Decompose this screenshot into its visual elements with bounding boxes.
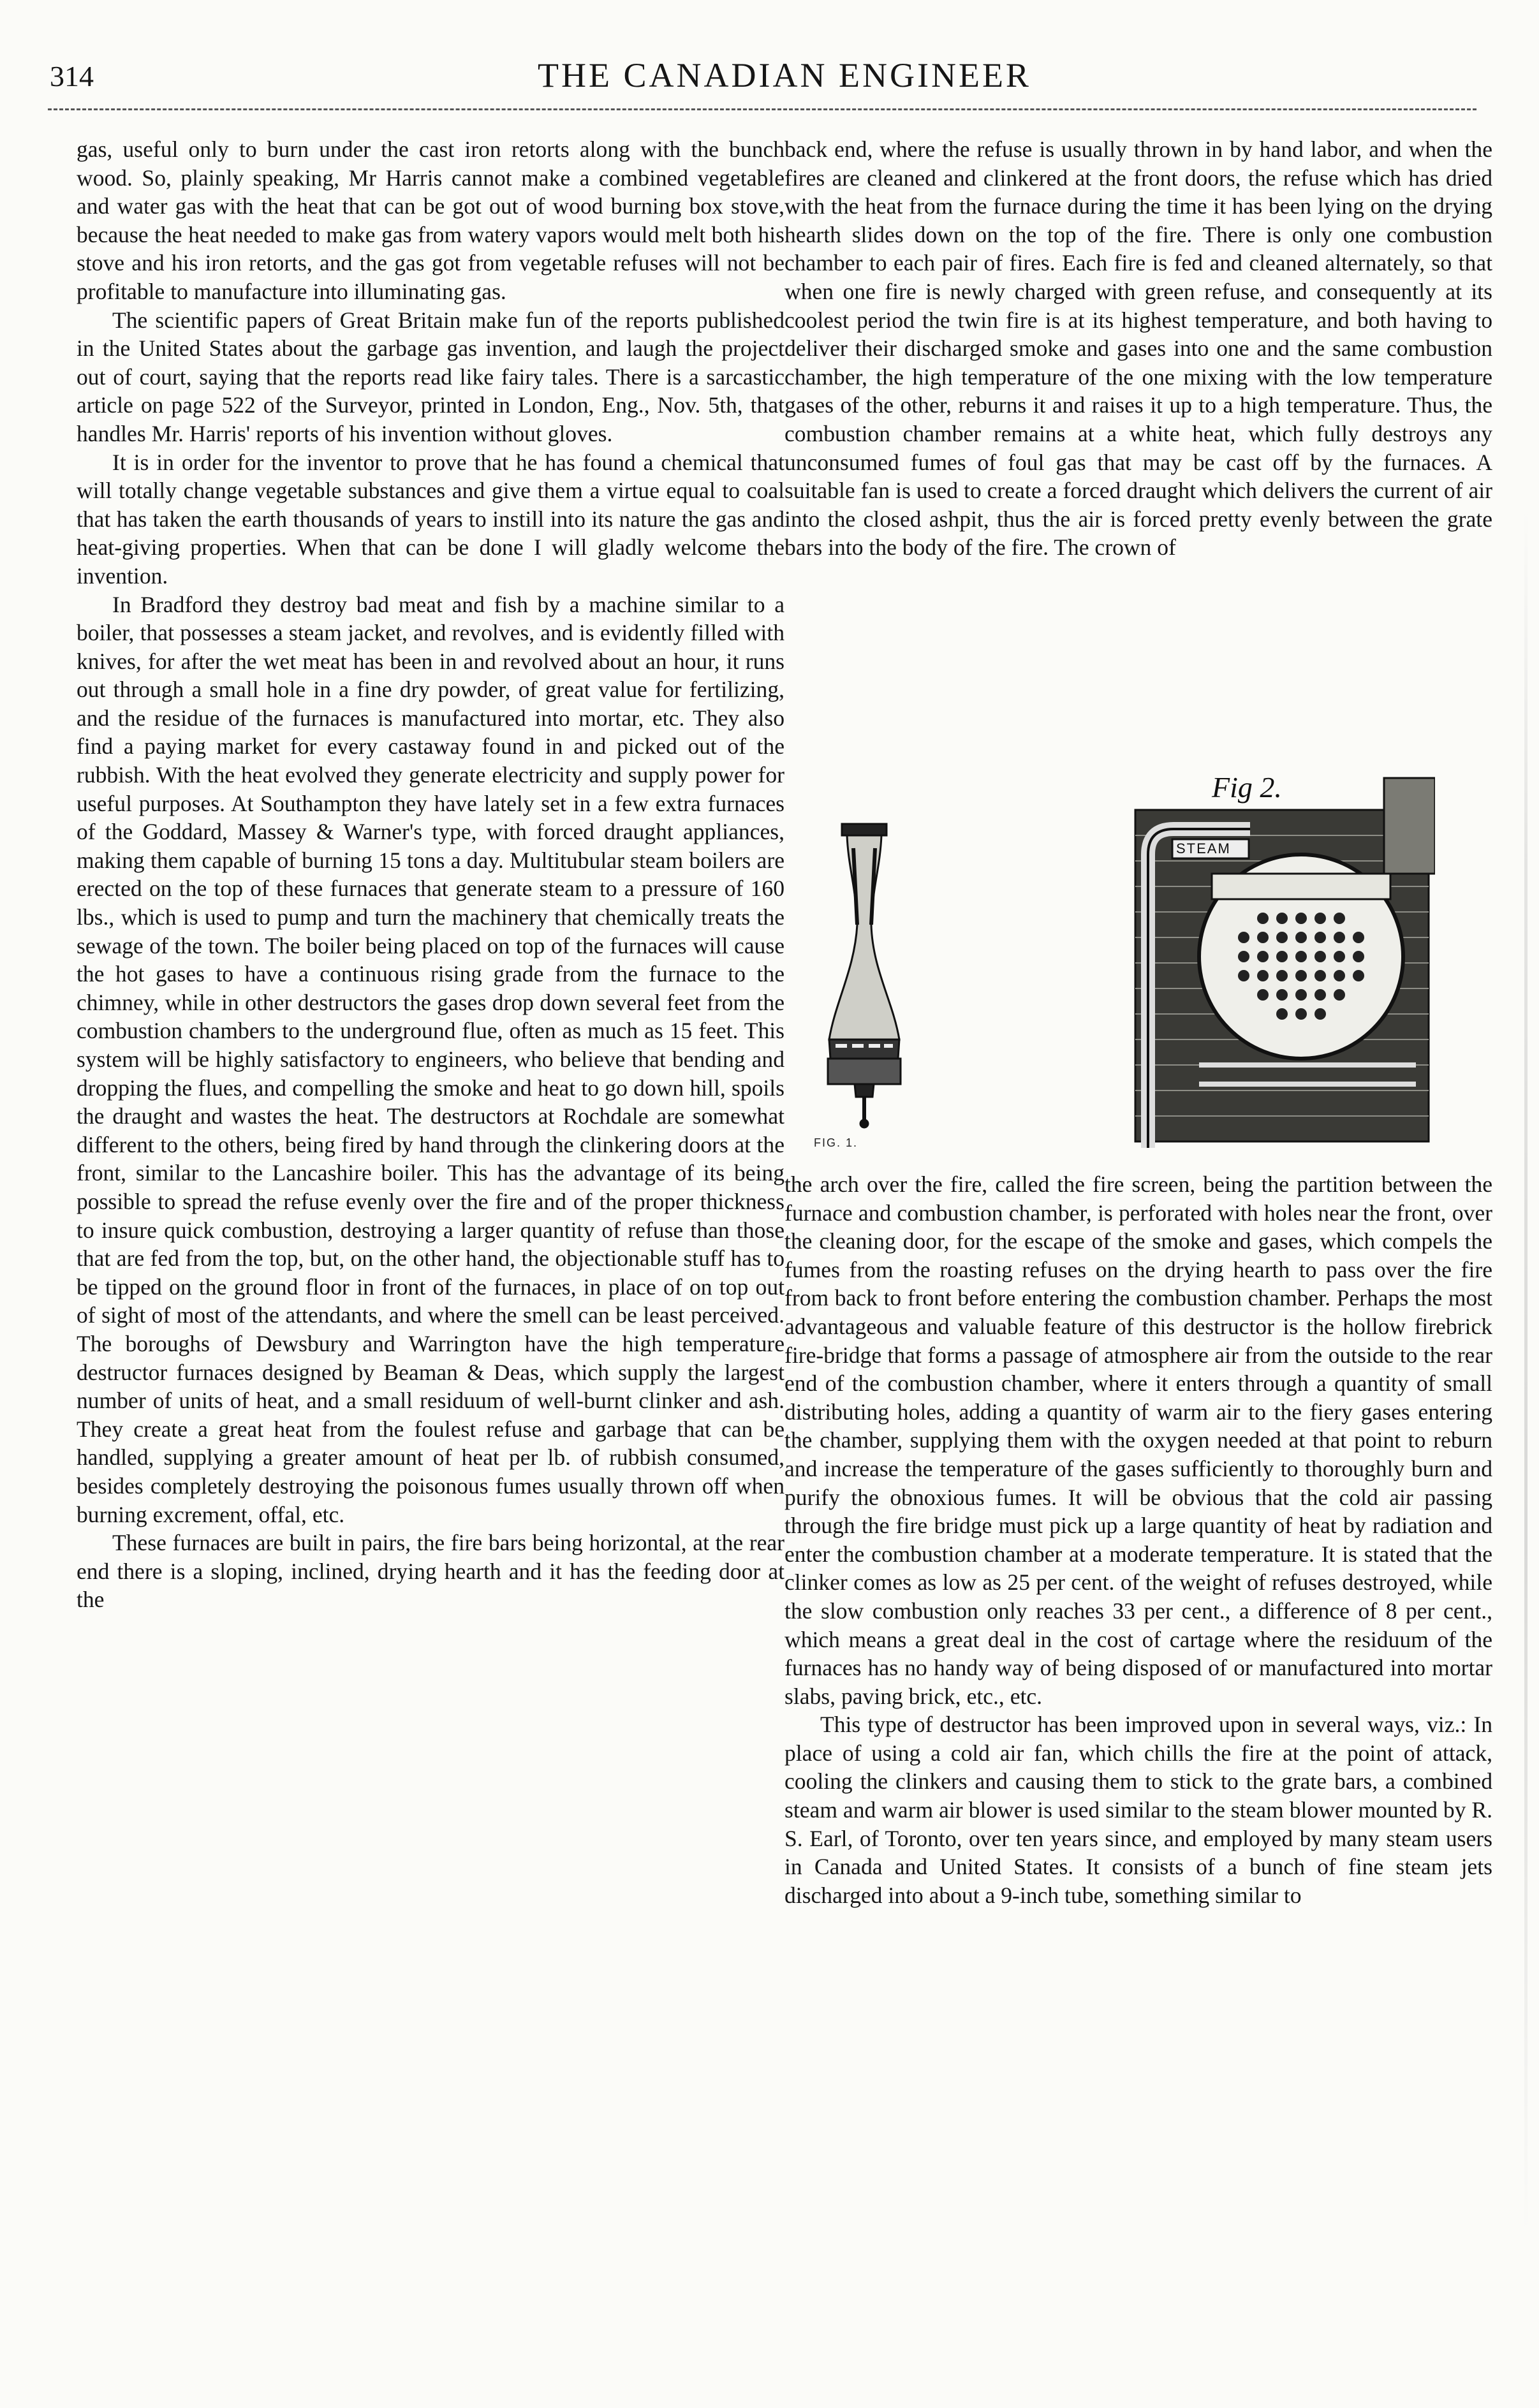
page-number: 314 bbox=[50, 60, 94, 92]
paragraph: The scientific papers of Great Britain make fun of the reports published in the United States about the garbage gas invention, and laugh the project out of court, saying that the reports read like fairy tales. There is a sarcastic article on page 522 of the Surveyor, printed in London, Eng., Nov. 5th, that handles Mr. Harris' reports of his invention without gloves. bbox=[77, 307, 784, 446]
header-rule bbox=[48, 108, 1476, 113]
scan-edge-shadow bbox=[1524, 510, 1528, 2232]
fig2-boiler-drawing bbox=[1135, 778, 1435, 1148]
paragraph: gas, useful only to burn under the cast iron retorts along with the bunch wood. So, plainly speaking, Mr Harris cannot make a combined vegetable and water gas with the heat that can be got out of wood burning box stove, because the heat needed to make gas from watery vapors would melt both his stove and his iron retorts, and the gas got from vegetable refuses will not be profitable to manufacture into illuminating gas. bbox=[77, 136, 784, 304]
paragraph: It is in order for the inventor to prove that he has found a chemical that will totally change vegetable substances and give them a virtue equal to coal that has taken the earth thousands of years to instill into its nature the gas and heat-giving properties. When that can be done I will gladly welcome the invention. bbox=[77, 449, 784, 589]
left-column bbox=[77, 135, 784, 1614]
paragraph: the arch over the fire, called the fire screen, being the partition between the furnace and combustion chamber, is perforated with holes near the front, over the cleaning door, for the escape of the smoke and gases, which compels the fumes from the roasting refuses on the drying hearth to pass over the fire from back to front before entering the combustion chamber. Perhaps the most advantageous and valuable feature of this destructor is the hollow firebrick fire-bridge that forms a passage of atmosphere air from the outside to the rear end of the combustion chamber, where it enters through a quantity of small distributing holes, adding a quantity of warm air to the fiery gases entering the chamber, supplying them with the oxygen needed at that point to reburn and increase the temperature of the gases sufficiently to thoroughly burn and purify the obnoxious fumes. It will be obvious that the cold air passing through the fire bridge must pick up a large quantity of heat by radiation and enter the combustion chamber at a moderate temperature. It is stated that the clinker comes as low as 25 per cent. of the weight of refuses destroyed, while the slow combustion only reaches 33 per cent., a difference of 8 per cent., which means a great deal in the cost of cartage where the residuum of the furnaces has no handy way of being disposed of or manufactured into mortar slabs, paving brick, etc., etc. bbox=[784, 1171, 1492, 1709]
paragraph: back end, where the refuse is usually thrown in by hand labor, and when the fires are cleaned and clinkered at the front doors, the refuse which has dried with the heat from the furnace during the time it has been lying on the drying hearth slides down on the top of the fire. There is only one combustion chamber to each pair of fires. Each fire is fed and cleaned alternately, so that when one fire is newly charged with green refuse, and consequently at its coolest period the twin fire is at its highest temperature, and both having to deliver their discharged smoke and gases into one and the same combustion chamber, the high temperature of the one mixing with the low temperature gases of the other, reburns it and raises it up to a high temperature. Thus, the combustion chamber remains at a white heat, which fully destroys any unconsumed fumes of foul gas that may be cast off by the furnaces. A suitable fan is used to create a forced draught which delivers the current of air into the closed ashpit, thus the air is forced pretty evenly between the grate bars into the body of the fire. The crown of bbox=[784, 136, 1492, 561]
running-head: THE CANADIAN ENGINEER bbox=[538, 56, 1031, 94]
fig1-blower-drawing bbox=[828, 824, 901, 1127]
fig1-caption: FIG. 1. bbox=[814, 1136, 858, 1148]
right-column-bottom bbox=[784, 1170, 1492, 1909]
right-column-top bbox=[784, 135, 1492, 562]
fig2-inscription: STEAM bbox=[1176, 841, 1231, 856]
paragraph: These furnaces are built in pairs, the fire bars being horizontal, at the rear end there is a sloping, inclined, drying hearth and it has the feeding door at the bbox=[77, 1530, 784, 1613]
destructor-figure bbox=[791, 765, 1435, 1161]
fig2-label: Fig 2. bbox=[1212, 771, 1282, 804]
paragraph: In Bradford they destroy bad meat and fish by a machine similar to a boiler, that possesses a steam jacket, and revolves, and is evidently filled with knives, for after the wet meat has been in and revolved about an hour, it runs out through a small hole in a fine dry powder, of great value for fertilizing, and the residue of the furnaces is manufactured into mortar, etc. They also find a paying market for every castaway found in and picked out of the rubbish. With the heat evolved they generate electricity and supply power for useful purposes. At Southampton they have lately set in a few extra furnaces of the Goddard, Massey & Warner's type, with forced draught appliances, making them capable of burning 15 tons a day. Multitubular steam boilers are erected on the top of these furnaces that generate steam to a pressure of 160 lbs., which is used to pump and turn the machinery that chemically treats the sewage of the town. The boiler being placed on top of the furnaces will cause the hot gases to have a continuous rising grade from the furnace to the chimney, while in other destructors the gases drop down several feet from the combustion chambers to the underground flue, often as much as 15 feet. This system will be highly satisfactory to engineers, who believe that bending and dropping the flues, and compelling the smoke and heat to go down hill, spoils the draught and wastes the heat. The destructors at Rochdale are somewhat different to the others, being fired by hand through the clinkering doors at the front, similar to the Lancashire boiler. This has the advantage of its being possible to spread the refuse evenly over the fire and of the proper thickness to insure quick combustion, destroying a larger quantity of refuse than those that are fed from the top, but, on the other hand, the objectionable stuff has to be tipped on the ground floor in front of the furnaces, in place of on top out of sight of most of the attendants, and where the smell can be least perceived. The boroughs of Dewsbury and Warrington have the high temperature destructor furnaces designed by Beaman & Deas, which supply the largest number of units of heat, and a small residuum of well-burnt clinker and ash. They create a great heat from the foulest refuse and garbage that can be handled, supplying a greater amount of heat per lb. of rubbish consumed, besides completely destroying the poisonous fumes usually thrown off when burning excrement, offal, etc. bbox=[77, 591, 784, 1527]
figure-illustration bbox=[791, 765, 1435, 1148]
paragraph: This type of destructor has been improved upon in several ways, viz.: In place of using a cold air fan, which chills the fire at the point of attack, cooling the clinkers and causing them to stick to the grate bars, a combined steam and warm air blower is used similar to the steam blower mounted by R. S. Earl, of Toronto, over ten years since, and employed by many steam users in Canada and United States. It consists of a bunch of fine steam jets discharged into about a 9-inch tube, something similar to bbox=[784, 1712, 1492, 1908]
